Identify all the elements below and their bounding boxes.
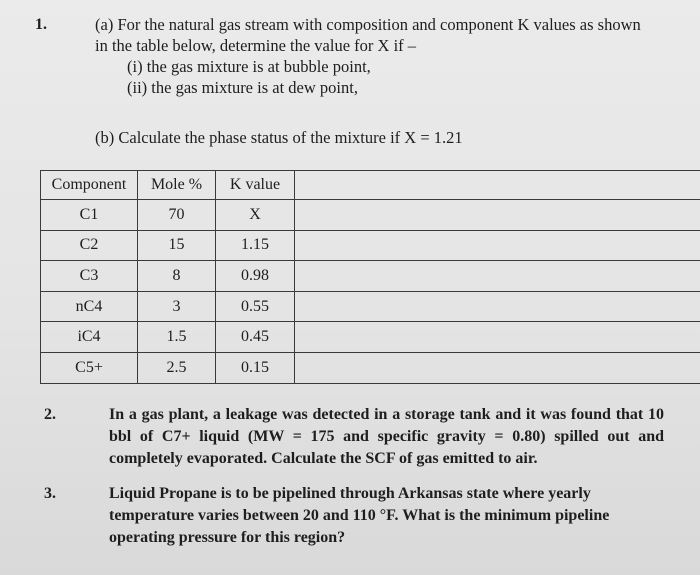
cell-k-value: 0.55 bbox=[216, 291, 295, 322]
cell-mole-percent: 70 bbox=[138, 200, 216, 231]
table-row bbox=[41, 230, 700, 261]
composition-table bbox=[40, 170, 700, 384]
cell-mole-percent: 1.5 bbox=[138, 322, 216, 353]
header-mole-percent: Mole % bbox=[138, 171, 216, 200]
cell-component: C5+ bbox=[41, 352, 138, 383]
question-1-line-a2: in the table below, determine the value for X if – bbox=[95, 36, 417, 55]
question-3-text: Liquid Propane is to be pipelined through Arkansas state where yearly temperature varies between 20 and 110 °F. What is the minimum pipeline operating pressure for this region? bbox=[109, 485, 610, 546]
question-2-text: In a gas plant, a leakage was detected in a storage tank and it was found that 10 bbl of C7+ liquid (MW = 175 and specific gravity = 0.80) spilled out and completely evaporated. Calculate the SCF of gas emitted to air. bbox=[109, 406, 664, 467]
blank-cell bbox=[295, 322, 700, 353]
cell-k-value: 0.45 bbox=[216, 322, 295, 353]
cell-k-value: 0.98 bbox=[216, 261, 295, 292]
blank-cell bbox=[295, 171, 700, 200]
cell-component: C2 bbox=[41, 230, 138, 261]
question-1-part-b: (b) Calculate the phase status of the mixture if X = 1.21 bbox=[95, 128, 463, 147]
cell-component: iC4 bbox=[41, 322, 138, 353]
cell-k-value: 0.15 bbox=[216, 352, 295, 383]
question-1-line-i: (i) the gas mixture is at bubble point, bbox=[127, 57, 371, 76]
cell-mole-percent: 8 bbox=[138, 261, 216, 292]
blank-cell bbox=[295, 200, 700, 231]
blank-cell bbox=[295, 261, 700, 292]
table-row bbox=[41, 261, 700, 292]
cell-mole-percent: 3 bbox=[138, 291, 216, 322]
cell-component: nC4 bbox=[41, 291, 138, 322]
blank-cell bbox=[295, 352, 700, 383]
question-2-number: 2. bbox=[44, 406, 56, 423]
blank-cell bbox=[295, 230, 700, 261]
table-row bbox=[41, 322, 700, 353]
cell-mole-percent: 2.5 bbox=[138, 352, 216, 383]
cell-k-value: X bbox=[216, 200, 295, 231]
cell-mole-percent: 15 bbox=[138, 230, 216, 261]
header-component: Component bbox=[41, 171, 138, 200]
table-row bbox=[41, 200, 700, 231]
cell-component: C3 bbox=[41, 261, 138, 292]
question-3-number: 3. bbox=[44, 485, 56, 502]
question-1-part-a bbox=[95, 14, 685, 98]
question-1-number: 1. bbox=[35, 16, 47, 33]
cell-component: C1 bbox=[41, 200, 138, 231]
question-1-line-ii: (ii) the gas mixture is at dew point, bbox=[127, 78, 358, 97]
table-row bbox=[41, 291, 700, 322]
header-k-value: K value bbox=[216, 171, 295, 200]
blank-cell bbox=[295, 291, 700, 322]
table-row bbox=[41, 352, 700, 383]
table-header-row bbox=[41, 171, 700, 200]
cell-k-value: 1.15 bbox=[216, 230, 295, 261]
question-1-line-a1: (a) For the natural gas stream with composition and component K values as shown bbox=[95, 15, 641, 34]
